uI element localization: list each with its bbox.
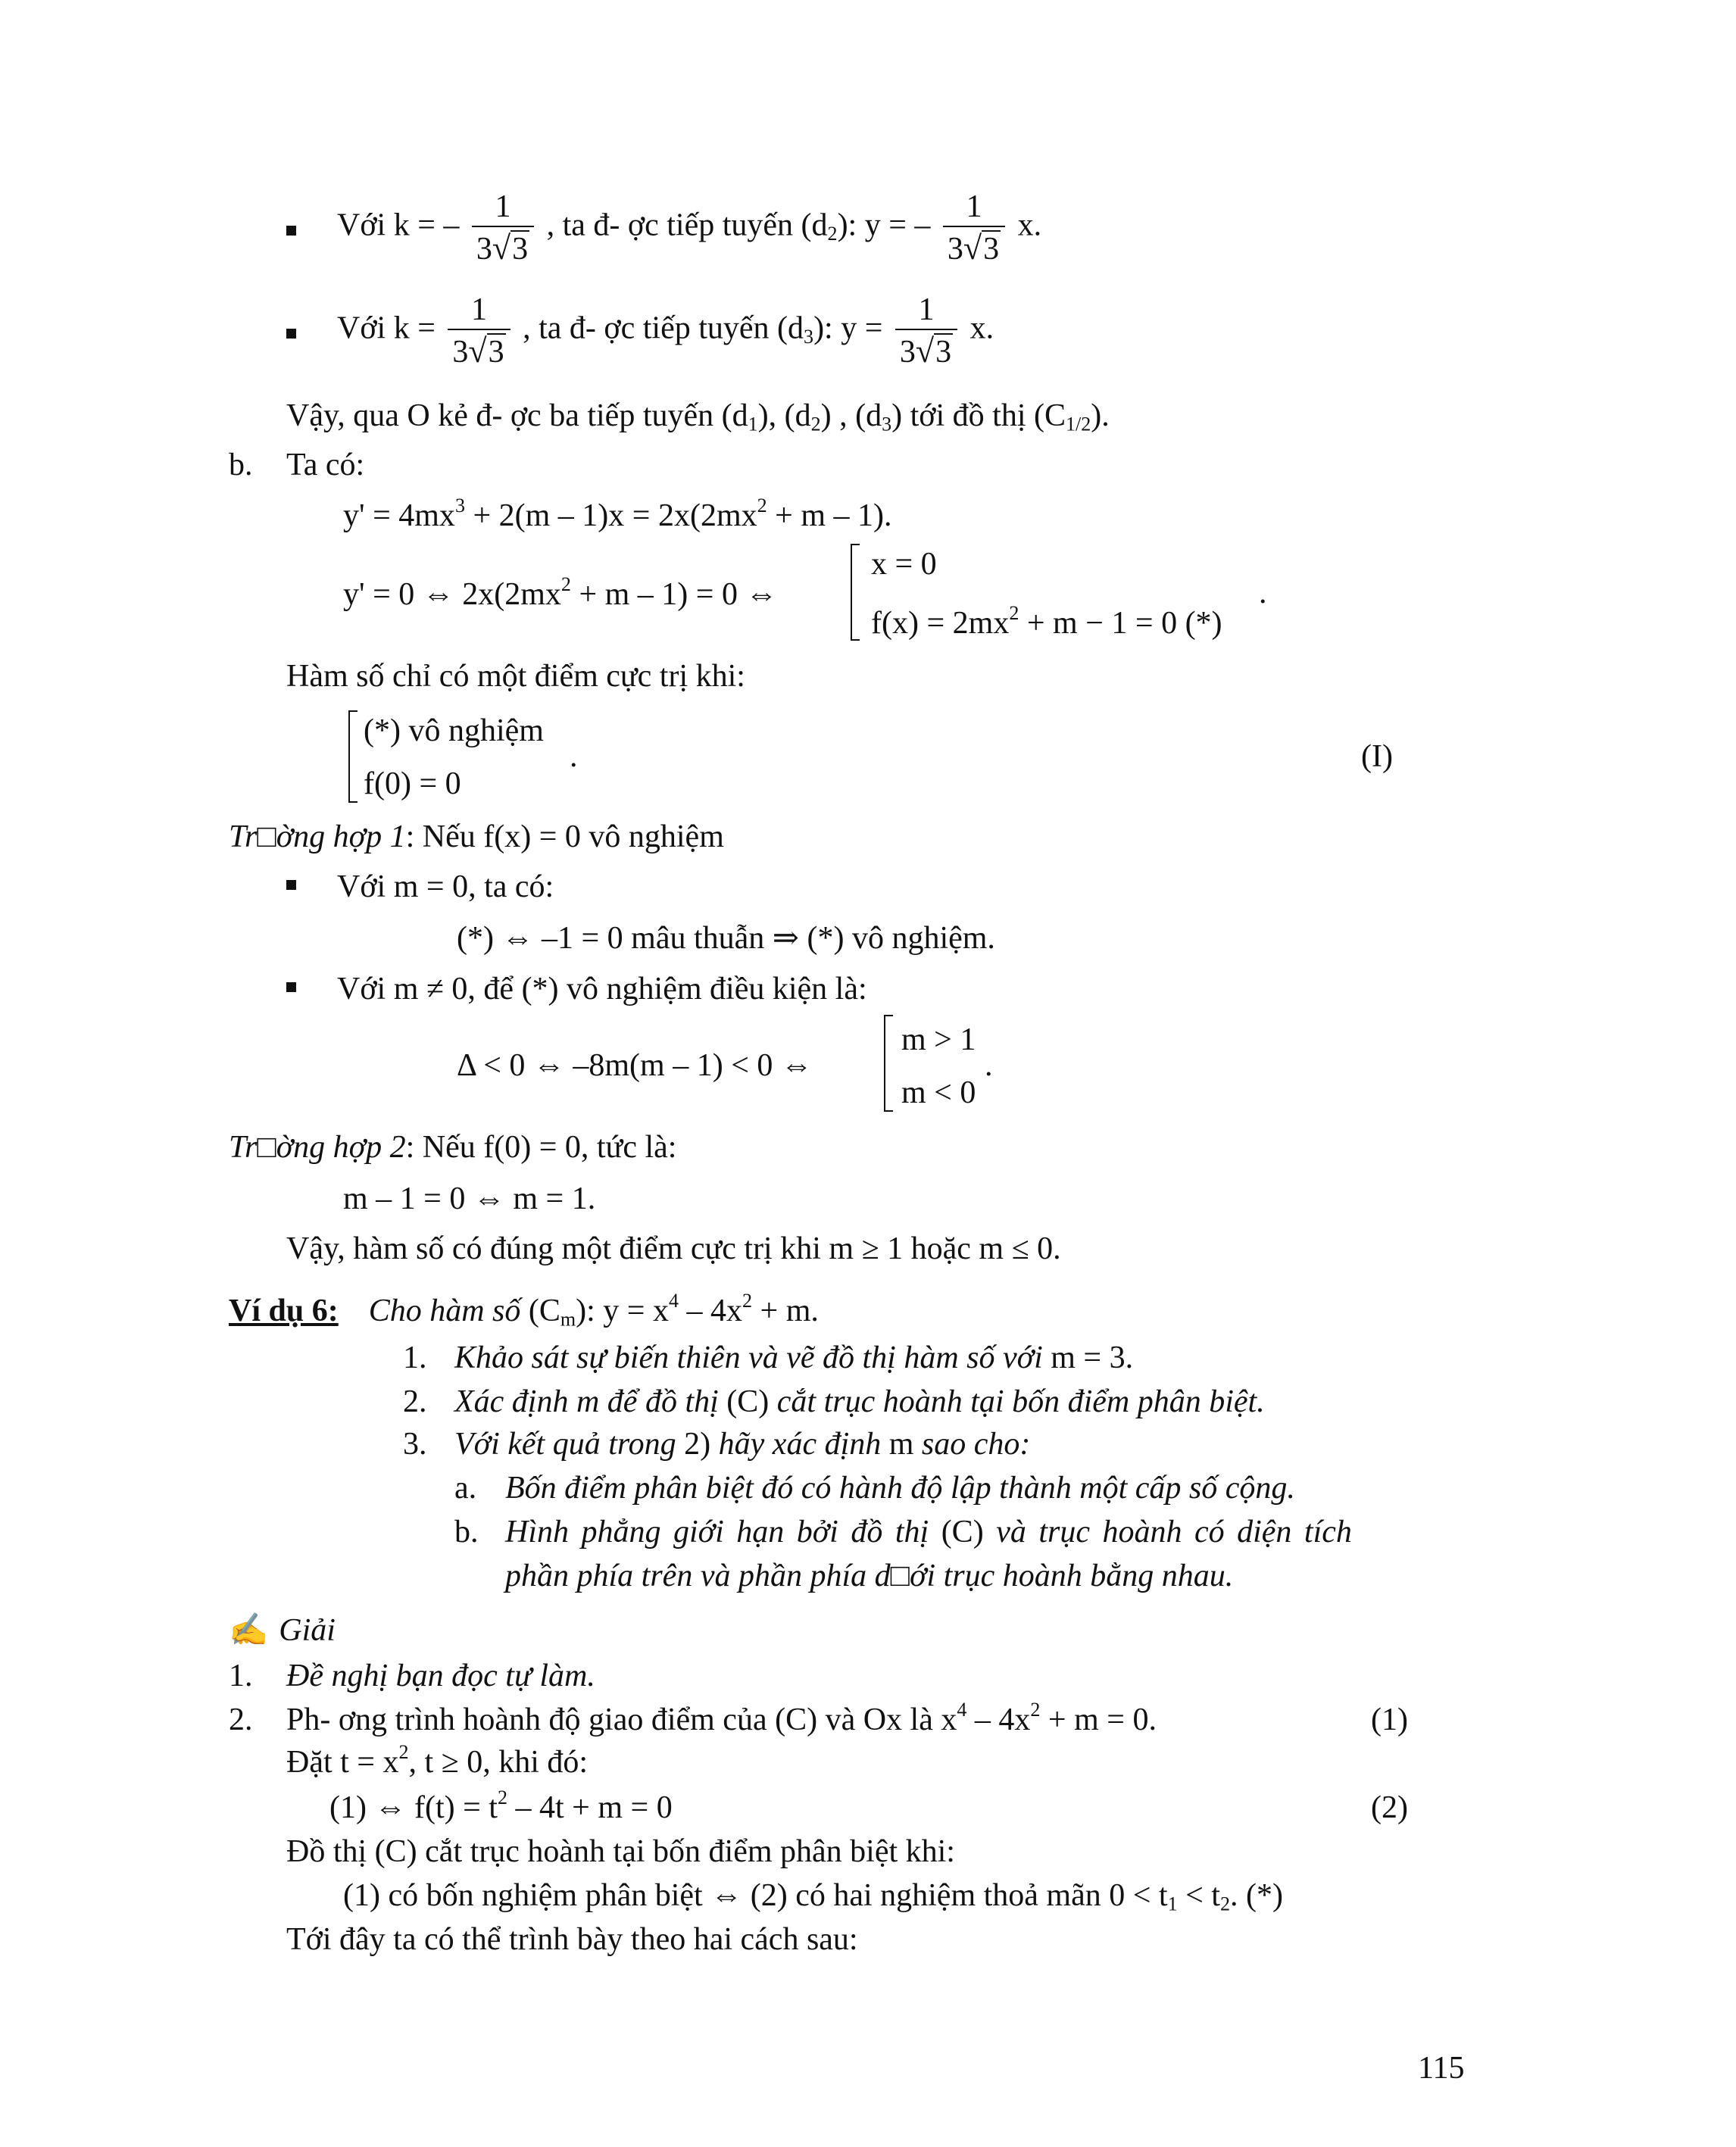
exponent: 2 xyxy=(497,1786,507,1808)
question-2-num: 2. xyxy=(403,1384,427,1419)
m-zero-result: (*) ⇔ –1 = 0 mâu thuẫn ⇒ (*) vô nghiệm. xyxy=(457,921,995,956)
exponent: 2 xyxy=(742,1289,753,1312)
text: x. xyxy=(969,311,994,346)
text: Giải xyxy=(279,1613,336,1648)
bullet xyxy=(286,880,296,890)
exponent: 2 xyxy=(560,573,571,595)
two-ways: Tới đây ta có thể trình bày theo hai cách sau: xyxy=(286,1922,858,1957)
system1-row1: x = 0 xyxy=(871,547,937,582)
system-bracket xyxy=(884,1015,893,1112)
subscript: m xyxy=(560,1308,576,1331)
text: + m – 1) = 0 ⇔ xyxy=(570,577,778,612)
subscript: 2 xyxy=(827,223,838,245)
solution-heading xyxy=(229,1615,336,1646)
case-2 xyxy=(229,1131,676,1163)
text: Ph- ơng trình hoành độ giao điểm của (C) và Ox là x xyxy=(286,1702,957,1737)
page-number: 115 xyxy=(1418,2051,1465,2086)
text: ): y = x xyxy=(576,1294,669,1328)
example-6 xyxy=(229,1289,819,1331)
exponent: 3 xyxy=(454,494,465,516)
text: : Nếu f(x) = 0 vô nghiệm xyxy=(405,819,724,854)
text: ), (d xyxy=(757,398,811,433)
fraction xyxy=(472,191,534,265)
subscript: 2 xyxy=(1219,1893,1230,1915)
text: (C) xyxy=(929,1515,997,1549)
text: + m − 1 = 0 (*) xyxy=(1019,606,1222,641)
label-I: (I) xyxy=(1361,739,1393,774)
label-2: (2) xyxy=(1371,1790,1408,1825)
solution-2-num: 2. xyxy=(229,1702,253,1737)
system-bracket xyxy=(348,710,358,803)
bullet xyxy=(286,226,296,236)
radicand: 3 xyxy=(935,335,952,370)
text: cắt trục hoành tại bốn điểm phân biệt. xyxy=(776,1384,1265,1419)
coef: 3 xyxy=(476,232,492,267)
dot: . xyxy=(570,739,578,774)
text: Với k = xyxy=(337,311,436,346)
subscript: 1/2 xyxy=(1066,413,1091,435)
item-b-text: Ta có: xyxy=(286,448,365,482)
subscript: 3 xyxy=(882,413,892,435)
conclusion-tangents xyxy=(286,398,1110,435)
text: + 2(m – 1)x = 2x(2mx xyxy=(464,498,757,533)
dot: . xyxy=(985,1048,993,1083)
denominator xyxy=(895,329,957,368)
question-3 xyxy=(454,1428,1030,1460)
line-k2 xyxy=(337,294,994,368)
fraction xyxy=(895,294,957,368)
system2-row2: f(0) = 0 xyxy=(364,766,461,801)
denominator xyxy=(943,226,1005,265)
text: m = 3. xyxy=(1042,1340,1134,1375)
text: (C) xyxy=(718,1384,777,1419)
m-nonzero: Với m ≠ 0, để (*) vô nghiệm điều kiện là: xyxy=(337,972,867,1006)
sqrt: √3 xyxy=(468,332,504,370)
case-label: Tr□ờng hợp 2 xyxy=(229,1130,406,1165)
text: < t xyxy=(1177,1878,1220,1913)
text: y' = 4mx xyxy=(343,498,455,533)
pencil-icon: ✍ xyxy=(229,1613,269,1648)
question-3b-cont: phần phía trên và phần phía d□ới trục hoành bằng nhau. xyxy=(505,1559,1234,1593)
exponent: 2 xyxy=(1009,601,1019,624)
text: Với k = – xyxy=(337,208,460,243)
text: Cho hàm số xyxy=(368,1294,521,1328)
system2-row1: (*) vô nghiệm xyxy=(364,713,544,748)
text: và trục hoành có diện tích xyxy=(996,1515,1352,1549)
subscript: 2 xyxy=(810,413,821,435)
numerator: 1 xyxy=(495,189,511,224)
question-1-num: 1. xyxy=(403,1340,427,1375)
sqrt: √3 xyxy=(963,229,1000,267)
sqrt: √3 xyxy=(492,229,529,267)
text: (1) có bốn nghiệm phân biệt ⇔ (2) có hai nghiệm thoả mãn 0 < t xyxy=(343,1878,1168,1913)
dot: . xyxy=(1259,576,1267,610)
text: , ta đ- ợc tiếp tuyến (d xyxy=(546,208,828,243)
system3-row1: m > 1 xyxy=(901,1022,976,1057)
line-k1 xyxy=(337,191,1041,265)
radicand: 3 xyxy=(512,232,529,267)
question-3b-num: b. xyxy=(454,1515,479,1549)
solution-2 xyxy=(286,1698,1157,1737)
subscript: 1 xyxy=(748,413,758,435)
exponent: 4 xyxy=(957,1698,967,1721)
sqrt: √3 xyxy=(915,332,952,370)
condition xyxy=(343,1878,1283,1915)
bullet xyxy=(286,329,296,339)
text: – 4x xyxy=(679,1294,743,1328)
text: ) tới đồ thị (C xyxy=(891,398,1066,433)
text: , ta đ- ợc tiếp tuyến (d xyxy=(523,311,804,346)
solution-1: Đề nghị bạn đọc tự làm. xyxy=(286,1659,595,1693)
text: ): y = xyxy=(813,311,883,346)
text: Vậy, qua O kẻ đ- ợc ba tiếp tuyến (d xyxy=(286,398,748,433)
question-2 xyxy=(454,1386,1265,1418)
text: f(x) = 2mx xyxy=(871,606,1010,641)
m-zero: Với m = 0, ta có: xyxy=(337,869,554,904)
question-3b xyxy=(505,1516,1352,1548)
numerator: 1 xyxy=(471,292,487,327)
fraction xyxy=(943,191,1005,265)
m-one: m – 1 = 0 ⇔ m = 1. xyxy=(343,1181,596,1216)
text: (1) ⇔ f(t) = t xyxy=(329,1790,498,1825)
system-bracket xyxy=(851,544,860,641)
exponent: 2 xyxy=(757,494,767,516)
derivative-zero xyxy=(343,573,778,612)
text: x. xyxy=(1017,208,1042,243)
equation-2 xyxy=(329,1786,673,1825)
text: sao cho: xyxy=(921,1427,1031,1462)
text: . (*) xyxy=(1230,1878,1283,1913)
text: + m. xyxy=(752,1294,819,1328)
delta-condition: Δ < 0 ⇔ –8m(m – 1) < 0 ⇔ xyxy=(457,1048,813,1083)
case-1 xyxy=(229,821,724,853)
substitution xyxy=(286,1740,589,1780)
radicand: 3 xyxy=(983,232,1000,267)
text: ). xyxy=(1091,398,1110,433)
system1-row2 xyxy=(871,601,1222,641)
question-1 xyxy=(454,1342,1133,1374)
text: (C xyxy=(520,1294,560,1328)
denominator xyxy=(448,329,510,368)
question-3a-num: a. xyxy=(454,1471,477,1506)
bullet xyxy=(286,982,296,992)
text: m xyxy=(881,1427,922,1462)
system3-row2: m < 0 xyxy=(901,1075,976,1110)
four-points: Đồ thị (C) cắt trục hoành tại bốn điểm phân biệt khi: xyxy=(286,1834,955,1869)
text: + m = 0. xyxy=(1040,1702,1157,1737)
text: ) , (d xyxy=(820,398,882,433)
coef: 3 xyxy=(452,335,469,370)
coef: 3 xyxy=(947,232,963,267)
text: Với kết quả trong xyxy=(454,1427,676,1462)
one-extremum: Hàm số chỉ có một điểm cực trị khi: xyxy=(286,659,745,694)
text: – 4t + m = 0 xyxy=(507,1790,673,1825)
exponent: 4 xyxy=(669,1289,679,1312)
denominator xyxy=(472,226,534,265)
subscript: 3 xyxy=(804,326,814,348)
text: Khảo sát sự biến thiên và vẽ đồ thị hàm số với xyxy=(454,1340,1043,1375)
exponent: 2 xyxy=(398,1740,409,1763)
question-3a: Bốn điểm phân biệt đó có hành độ lập thành một cấp số cộng. xyxy=(505,1471,1295,1506)
text: – 4x xyxy=(966,1702,1031,1737)
question-3-num: 3. xyxy=(403,1427,427,1462)
derivative xyxy=(343,494,892,533)
numerator: 1 xyxy=(918,292,935,327)
example-label: Ví dụ 6: xyxy=(229,1294,339,1328)
exponent: 2 xyxy=(1030,1698,1041,1721)
numerator: 1 xyxy=(966,189,982,224)
item-b-label: b. xyxy=(229,448,253,482)
text: Đặt t = x xyxy=(286,1745,399,1780)
solution-1-num: 1. xyxy=(229,1659,253,1693)
coef: 3 xyxy=(899,335,916,370)
text: Hình phẳng giới hạn bởi đồ thị xyxy=(505,1515,929,1549)
text: 2) xyxy=(676,1427,719,1462)
radicand: 3 xyxy=(488,335,504,370)
label-1: (1) xyxy=(1371,1702,1408,1737)
final-conclusion: Vậy, hàm số có đúng một điểm cực trị khi m ≥ 1 hoặc m ≤ 0. xyxy=(286,1231,1061,1266)
text: : Nếu f(0) = 0, tức là: xyxy=(405,1130,677,1165)
subscript: 1 xyxy=(1167,1893,1178,1915)
text: Xác định m để đồ thị xyxy=(454,1384,719,1419)
text: , t ≥ 0, khi đó: xyxy=(408,1745,589,1780)
text: y' = 0 ⇔ 2x(2mx xyxy=(343,577,561,612)
text: hãy xác định xyxy=(718,1427,882,1462)
text: ): y = – xyxy=(837,208,931,243)
fraction xyxy=(448,294,510,368)
case-label: Tr□ờng hợp 1 xyxy=(229,819,406,854)
text: + m – 1). xyxy=(767,498,892,533)
